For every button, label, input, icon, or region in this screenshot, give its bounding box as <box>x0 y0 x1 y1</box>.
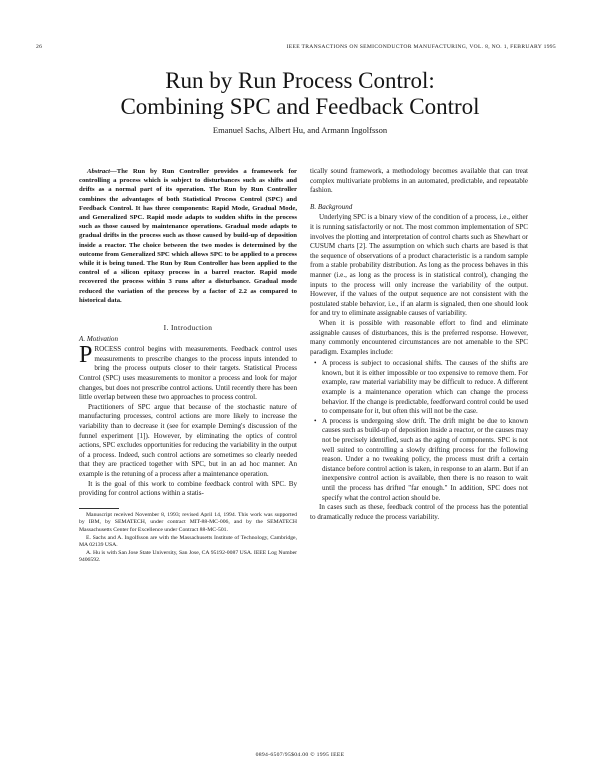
footnote-manuscript: Manuscript received November 8, 1993; revised April 14, 1994. This work was supported by IBM, by SEMATECH, under contract MIT-88-MC-006, and by the SEMATECH Massachusetts Center for Excellence under Contract 88-MC-501. <box>79 511 297 533</box>
abstract <box>79 167 297 305</box>
subsection-heading-motivation: A. Motivation <box>79 334 119 343</box>
list-item: • A process is undergoing slow drift. The drift might be due to known causes such as build-up of deposition inside a reactor, or the causes may not be precisely identified, such as the aging of components. SPC is not well suited to controlling a slowly drifting process for the following reason. Under a no tweaking policy, the process must drift a certain distance before control action is taken, in response to an alarm. But if an inexpensive control action is available, then there is no reason to wait until the process has drifted "far enough." In addition, SPC does not specify what the control action should be. <box>322 417 528 503</box>
title-line-1: Run by Run Process Control: <box>165 68 435 93</box>
intro-paragraph-2: Practitioners of SPC argue that because of the stochastic nature of manufacturing processes, control actions are more likely to increase the variability than to decrease it (see for example Deming's discussion of the funnel experiment [1]). However, by eliminating the optics of control actions, SPC excludes opportunities for reducing the variability in the output of a process. Indeed, such control actions are sometimes so clearly needed that they are practiced together with SPC, but in an ad hoc manner. An example is the retuning of a process after a maintenance operation. <box>79 402 297 478</box>
footnote-rule <box>79 508 119 509</box>
background-paragraph-2: When it is possible with reasonable effort to find and eliminate assignable causes of disturbances, this is the preferred response. However, many commonly encountered circumstances are not amenable to the SPC paradigm. Examples include: <box>310 318 528 356</box>
copyright-footer: 0894-6507/95$04.00 © 1995 IEEE <box>255 752 345 758</box>
subsection-heading-background: B. Background <box>310 202 353 211</box>
footnote-affiliation-sjsu: A. Hu is with San Jose State University, San Jose, CA 95192-0087 USA. IEEE Log Number 9406592. <box>79 549 297 564</box>
background-paragraph-1: Underlying SPC is a binary view of the condition of a process, i.e., either it is running satisfactorily or not. The most common implementation of SPC involves the plotting and interpretation of control charts such as Shewhart or CUSUM charts [2]. The assumption on which such charts are based is that the sequence of observations of a product characteristic is a random sample from a stable probability distribution. As long as the process behaves in this manner (i.e., as long as the process is in statistical control), changing the inputs to the process will only increase the variability of the output. However, if the values of the output sequence are not consistent with the postulated stable behavior, i.e., if an alarm is signaled, then one should look for and try to eliminate assignable causes of variability. <box>310 213 528 318</box>
background-paragraph-3: In cases such as these, feedback control of the process has the potential to dramatically reduce the process variability. <box>310 503 528 521</box>
intro-paragraph-3: It is the goal of this work to combine feedback control with SPC. By providing for control actions within a statis- <box>79 479 297 498</box>
running-header <box>36 44 556 50</box>
page-number: 26 <box>36 44 43 50</box>
footnote-affiliation-mit: E. Sachs and A. Ingolfsson are with the Massachusetts Institute of Technology, Cambridge, MA 02139 USA. <box>79 534 297 549</box>
list-item: • A process is subject to occasional shifts. The causes of the shifts are known, but it is either impossible or too expensive to remove them. For example, raw material variability may be difficult to reduce. A different example is a maintenance operation which can change the process behavior. If the change is predictable, feedforward control could be used to compensate for it, but often this will not be the case. <box>322 359 528 417</box>
section-heading-introduction: I. Introduction <box>163 323 213 333</box>
drop-cap: P <box>79 342 93 369</box>
intro-paragraph-1: PROCESS control begins with measurements. Feedback control uses measurements to prescribe changes to the process inputs intended to bring the process outputs closer to their targets. Statistical Process Control (SPC) uses measurements to monitor a process and look for major changes, but does not prescribe control actions. Until recently there has been little overlap between these two approaches to process control. <box>79 342 297 402</box>
right-column <box>310 167 528 522</box>
left-column <box>79 167 297 565</box>
examples-list <box>310 359 528 503</box>
title-line-2: Combining SPC and Feedback Control <box>120 94 480 119</box>
paper-title <box>0 68 600 120</box>
abstract-text: —The Run by Run Controller provides a framework for controlling a process which is subject to disturbances such as shifts and drifts as a normal part of its operation. The Run by Run Controller combines the advantages of both Statistical Process Control (SPC) and Feedback Control. It has three components: Rapid Mode, Gradual Mode, and Generalized SPC. Rapid mode adapts to sudden shifts in the process such as those caused by maintenance operations. Gradual mode adapts to gradual drifts in the process such as those caused by build-up of deposition inside a reactor. The choice between the two modes is determined by the outcome from Generalized SPC which allows SPC to be applied to a process while it is being tuned. The Run by Run Controller has been applied to the control of a silicon epitaxy process in a barrel reactor. Rapid mode recovered the process within 3 runs after a disturbance. Gradual mode reduced the variation of the process by a factor of 2.2 as compared to historical data. <box>79 168 297 304</box>
abstract-label: Abstract <box>87 168 111 175</box>
motivation-continued: tically sound framework, a methodology becomes available that can treat complex multivariate problems in an automated, predictable, and repeatable fashion. <box>310 167 528 195</box>
author-list: Emanuel Sachs, Albert Hu, and Armann Ingolfsson <box>212 125 388 135</box>
journal-name: IEEE TRANSACTIONS ON SEMICONDUCTOR MANUFACTURING, VOL. 8, NO. 1, FEBRUARY 1995 <box>286 44 556 50</box>
